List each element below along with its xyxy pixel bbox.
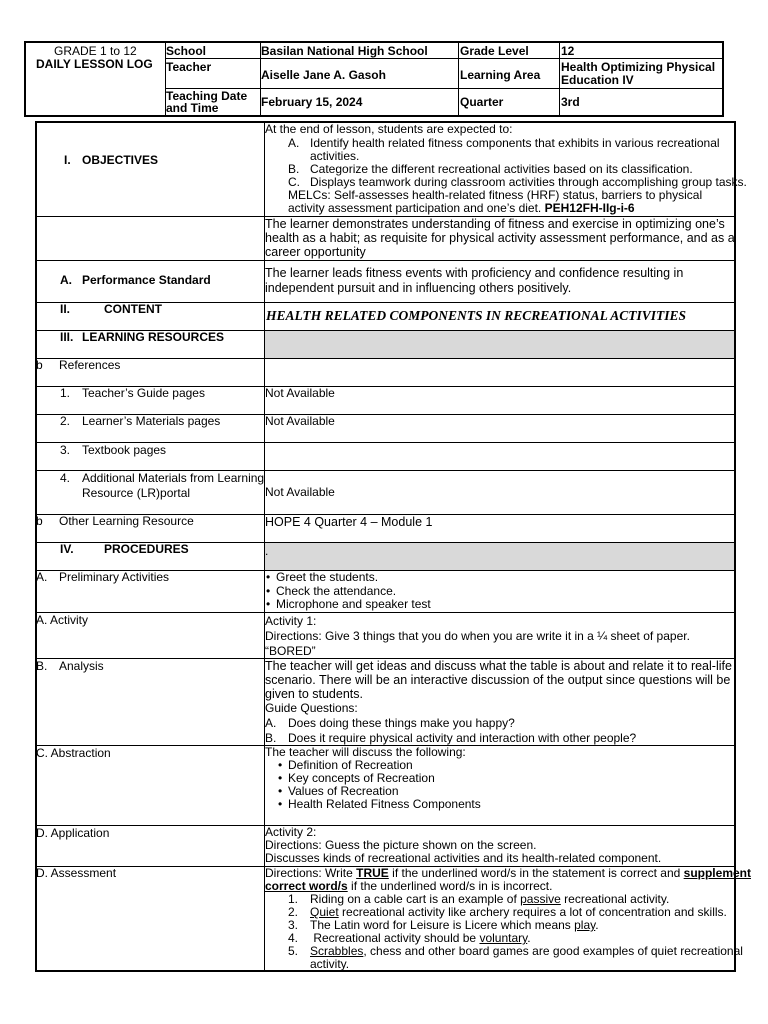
- performance-standard-label: Performance Standard: [82, 273, 211, 287]
- resource-label: Teacher’s Guide pages: [82, 386, 205, 400]
- preliminary-label: Preliminary Activities: [59, 570, 170, 584]
- application-text: Directions: Guess the picture shown on the screen.: [265, 838, 537, 852]
- activity-text: “BORED”: [265, 644, 316, 658]
- other-resource-value: HOPE 4 Quarter 4 – Module 1: [265, 515, 433, 529]
- learning-area-value: Education IV: [561, 73, 634, 87]
- resource-label: Learner’s Materials pages: [82, 414, 221, 428]
- objectives-label: OBJECTIVES: [82, 153, 159, 167]
- resource-num: 4.: [60, 471, 71, 485]
- list-item: • Key concepts of Recreation: [288, 772, 435, 785]
- row-divider: [35, 612, 736, 613]
- objective-text: Categorize the different recreational activities based on its classification.: [310, 162, 693, 176]
- learning-area-label: Learning Area: [460, 68, 541, 82]
- row-divider: [35, 358, 736, 359]
- analysis-text: scenario. There will be an interactive discussion of the output since questions will be: [265, 673, 731, 687]
- resource-num: 1.: [60, 386, 71, 400]
- question-text: Does doing these things make you happy?: [288, 716, 515, 730]
- resource-label: Additional Materials from Learning: [82, 471, 265, 485]
- list-item: • Microphone and speaker test: [276, 598, 431, 611]
- resource-value: Not Available: [265, 414, 335, 428]
- objective-text: Displays teamwork during classroom activities through accomplishing group tasks.: [310, 175, 747, 189]
- learning-resources-num: III.: [60, 330, 74, 344]
- assessment-directions: Directions: Write TRUE if the underlined word/s in the statement is correct and supplement: [265, 866, 751, 880]
- log-title: DAILY LESSON LOG: [36, 57, 153, 71]
- school-label: School: [166, 44, 207, 58]
- resource-label: Textbook pages: [82, 443, 167, 457]
- list-item: • Greet the students.: [276, 571, 378, 584]
- melcs-text: activity assessment participation and one’s diet. PEH12FH-IIg-i-6: [288, 201, 635, 215]
- activity-text: Directions: Give 3 things that you do when you are write it in a ¼ sheet of paper.: [265, 629, 690, 643]
- row-divider: [35, 825, 736, 826]
- header-row-divider: [165, 88, 722, 89]
- content-standard-text: career opportunity: [265, 245, 366, 259]
- list-item: • Values of Recreation: [288, 785, 399, 798]
- assessment-num: 2.: [288, 905, 299, 919]
- activity-label: A. Activity: [36, 613, 89, 627]
- resource-num: 3.: [60, 443, 71, 457]
- grade-range: GRADE 1 to 12: [54, 44, 137, 58]
- teaching-date-label: and Time: [166, 101, 219, 115]
- list-item: • Health Related Fitness Components: [288, 798, 481, 811]
- guide-questions-label: Guide Questions:: [265, 701, 358, 715]
- objective-letter: C.: [288, 175, 300, 189]
- teacher-label: Teacher: [166, 60, 212, 74]
- assessment-item: The Latin word for Leisure is Licere which means play.: [310, 918, 599, 932]
- header-divider: [458, 43, 459, 115]
- quarter-label: Quarter: [460, 95, 504, 109]
- grade-level-value: 12: [561, 44, 575, 58]
- performance-standard-letter: A.: [60, 273, 72, 287]
- teaching-date-label: Teaching Date: [166, 89, 248, 103]
- grade-level-label: Grade Level: [460, 44, 529, 58]
- abstraction-intro: The teacher will discuss the following:: [265, 745, 466, 759]
- content-standard-text: health as a habit; as requisite for physical activity assessment performance, and as a: [265, 231, 735, 245]
- objective-letter: A.: [288, 136, 300, 150]
- references-letter: b: [36, 358, 43, 372]
- assessment-item: Scrabbles, chess and other board games are good examples of quiet recreational: [310, 944, 743, 958]
- application-label: D. Application: [36, 826, 110, 840]
- objective-letter: B.: [288, 162, 300, 176]
- resource-value: Not Available: [265, 485, 335, 499]
- row-divider: [35, 260, 736, 261]
- teacher-value: Aiselle Jane A. Gasoh: [261, 68, 386, 82]
- list-item: • Check the attendance.: [276, 585, 396, 598]
- resource-value: Not Available: [265, 386, 335, 400]
- application-text: Activity 2:: [265, 825, 317, 839]
- other-resource-letter: b: [36, 514, 43, 528]
- performance-standard-text: The learner leads fitness events with proficiency and confidence resulting in: [265, 266, 684, 280]
- melcs-text: MELCs: Self-assesses health-related fitness (HRF) status, barriers to physical: [288, 188, 703, 202]
- application-text: Discusses kinds of recreational activities and its health-related component.: [265, 851, 662, 865]
- question-letter: B.: [265, 731, 277, 745]
- school-value: Basilan National High School: [261, 44, 428, 58]
- header-divider: [559, 43, 560, 115]
- assessment-label: D. Assessment: [36, 866, 117, 880]
- objectives-intro: At the end of lesson, students are expected to:: [265, 122, 513, 136]
- question-letter: A.: [265, 716, 277, 730]
- content-value: HEALTH RELATED COMPONENTS IN RECREATIONAL ACTIVITIES: [266, 308, 686, 323]
- objective-text: activities.: [310, 149, 360, 163]
- objective-text: Identify health related fitness components that exhibits in various recreational: [310, 136, 720, 150]
- content-standard-text: The learner demonstrates understanding of fitness and exercise in optimizing one’s: [265, 217, 725, 231]
- quarter-value: 3rd: [561, 95, 580, 109]
- activity-text: Activity 1:: [265, 614, 317, 628]
- performance-standard-text: independent pursuit and in influencing others positively.: [265, 281, 572, 295]
- analysis-letter: B.: [36, 659, 48, 673]
- shaded-cell: [265, 543, 734, 570]
- objectives-num: I.: [64, 153, 71, 167]
- preliminary-letter: A.: [36, 570, 48, 584]
- content-label: CONTENT: [104, 302, 162, 316]
- resource-num: 2.: [60, 414, 71, 428]
- assessment-item: Recreational activity should be voluntary.: [310, 931, 531, 945]
- assessment-num: 3.: [288, 918, 299, 932]
- references-label: References: [59, 358, 121, 372]
- analysis-text: The teacher will get ideas and discuss what the table is about and relate it to real-life: [265, 659, 732, 673]
- header-table: [24, 41, 724, 117]
- list-item: • Definition of Recreation: [288, 759, 413, 772]
- assessment-item: Riding on a cable cart is an example of passive recreational activity.: [310, 892, 670, 906]
- melcs-code: PEH12FH-IIg-i-6: [544, 201, 635, 215]
- shaded-cell: [265, 331, 734, 358]
- assessment-num: 1.: [288, 892, 299, 906]
- assessment-num: 4.: [288, 931, 299, 945]
- assessment-directions: correct word/s if the underlined word/s in is incorrect.: [265, 879, 553, 893]
- assessment-item: Quiet recreational activity like archery requires a lot of concentration and skills.: [310, 905, 727, 919]
- header-row-divider: [165, 58, 722, 59]
- abstraction-label: C. Abstraction: [36, 746, 111, 760]
- assessment-num: 5.: [288, 944, 299, 958]
- analysis-label: Analysis: [59, 659, 104, 673]
- procedures-value: .: [265, 544, 269, 558]
- resource-label: Resource (LR)portal: [82, 486, 191, 500]
- question-text: Does it require physical activity and interaction with other people?: [288, 731, 637, 745]
- analysis-text: given to students.: [265, 687, 363, 701]
- learning-resources-label: LEARNING RESOURCES: [82, 330, 225, 344]
- content-num: II.: [60, 302, 71, 316]
- procedures-label: PROCEDURES: [104, 542, 189, 556]
- other-resource-label: Other Learning Resource: [59, 514, 194, 528]
- teaching-date-value: February 15, 2024: [261, 95, 363, 109]
- procedures-num: IV.: [60, 542, 74, 556]
- assessment-item: activity.: [310, 957, 350, 971]
- learning-area-value: Health Optimizing Physical: [561, 60, 716, 74]
